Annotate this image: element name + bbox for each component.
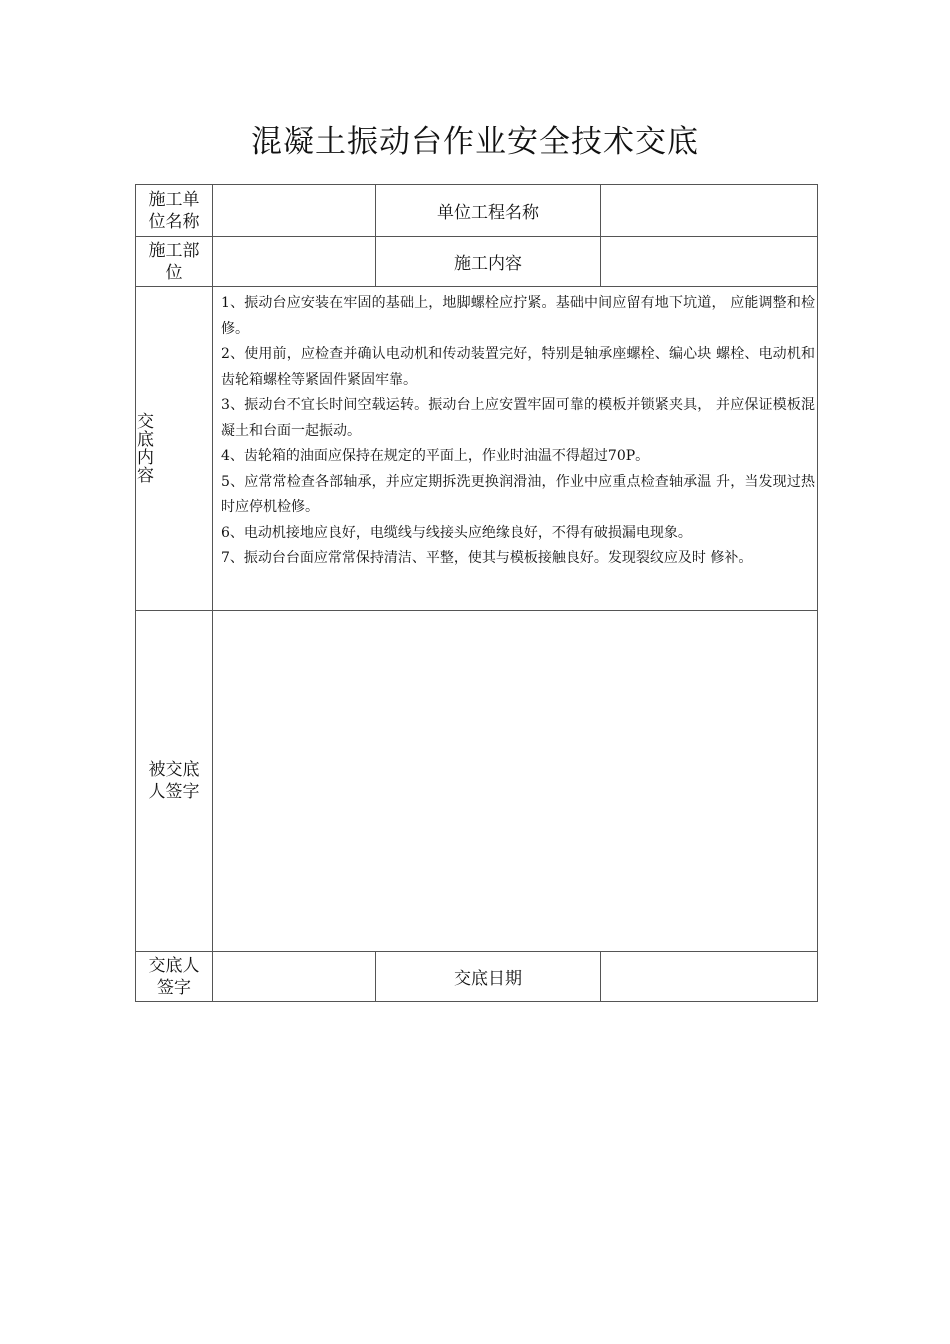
briefing-item: 3、振动台不宜长时间空载运转。振动台上应安置牢固可靠的模板并锁紧夹具， 并应保证模板混凝土和台面一起振动。 [221, 397, 815, 439]
briefing-item: 6、电动机接地应良好，电缆线与线接头应绝缘良好，不得有破损漏电现象。 [221, 524, 692, 541]
briefing-form-table [135, 184, 818, 1002]
row-briefing-content [136, 287, 818, 611]
briefing-content-body [213, 287, 818, 611]
construction-part-field[interactable] [213, 237, 376, 287]
row-construction-part [136, 237, 818, 287]
row-receiver-signature [136, 611, 818, 952]
receiver-signature-field[interactable] [213, 611, 818, 952]
construction-part-label: 施工部位 [136, 237, 213, 287]
receiver-signature-label: 被交底人签字 [136, 611, 213, 952]
briefing-item: 5、应常常检查各部轴承，并应定期拆洗更换润滑油，作业中应重点检查轴承温 升，当发现过热时应停机检修。 [221, 473, 815, 515]
briefer-signature-label: 交底人签字 [136, 952, 213, 1002]
briefing-date-label: 交底日期 [376, 952, 601, 1002]
briefing-date-field[interactable] [601, 952, 818, 1002]
briefing-content-label [136, 287, 213, 611]
construction-unit-field[interactable] [213, 185, 376, 237]
briefing-item: 4、齿轮箱的油面应保持在规定的平面上，作业时油温不得超过70P。 [221, 448, 650, 464]
briefing-content-label-text: 交底内容 [137, 411, 154, 486]
row-briefer-signature [136, 952, 818, 1002]
briefing-item: 1、振动台应安装在牢固的基础上，地脚螺栓应拧紧。基础中间应留有地下坑道， 应能调整和检修。 [221, 295, 815, 337]
page-title: 混凝土振动台作业安全技术交底 [251, 124, 699, 160]
construction-content-label: 施工内容 [376, 237, 601, 287]
briefer-signature-field[interactable] [213, 952, 376, 1002]
briefing-item: 7、振动台台面应常常保持清洁、平整，使其与模板接触良好。发现裂纹应及时 修补。 [221, 550, 753, 566]
construction-content-field[interactable] [601, 237, 818, 287]
project-name-field[interactable] [601, 185, 818, 237]
project-name-label: 单位工程名称 [376, 185, 601, 237]
row-construction-unit [136, 185, 818, 237]
construction-unit-label: 施工单位名称 [136, 185, 213, 237]
briefing-item: 2、使用前，应检查并确认电动机和传动装置完好，特别是轴承座螺栓、编心块 螺栓、电动机和齿轮箱螺栓等紧固件紧固牢靠。 [221, 346, 815, 388]
